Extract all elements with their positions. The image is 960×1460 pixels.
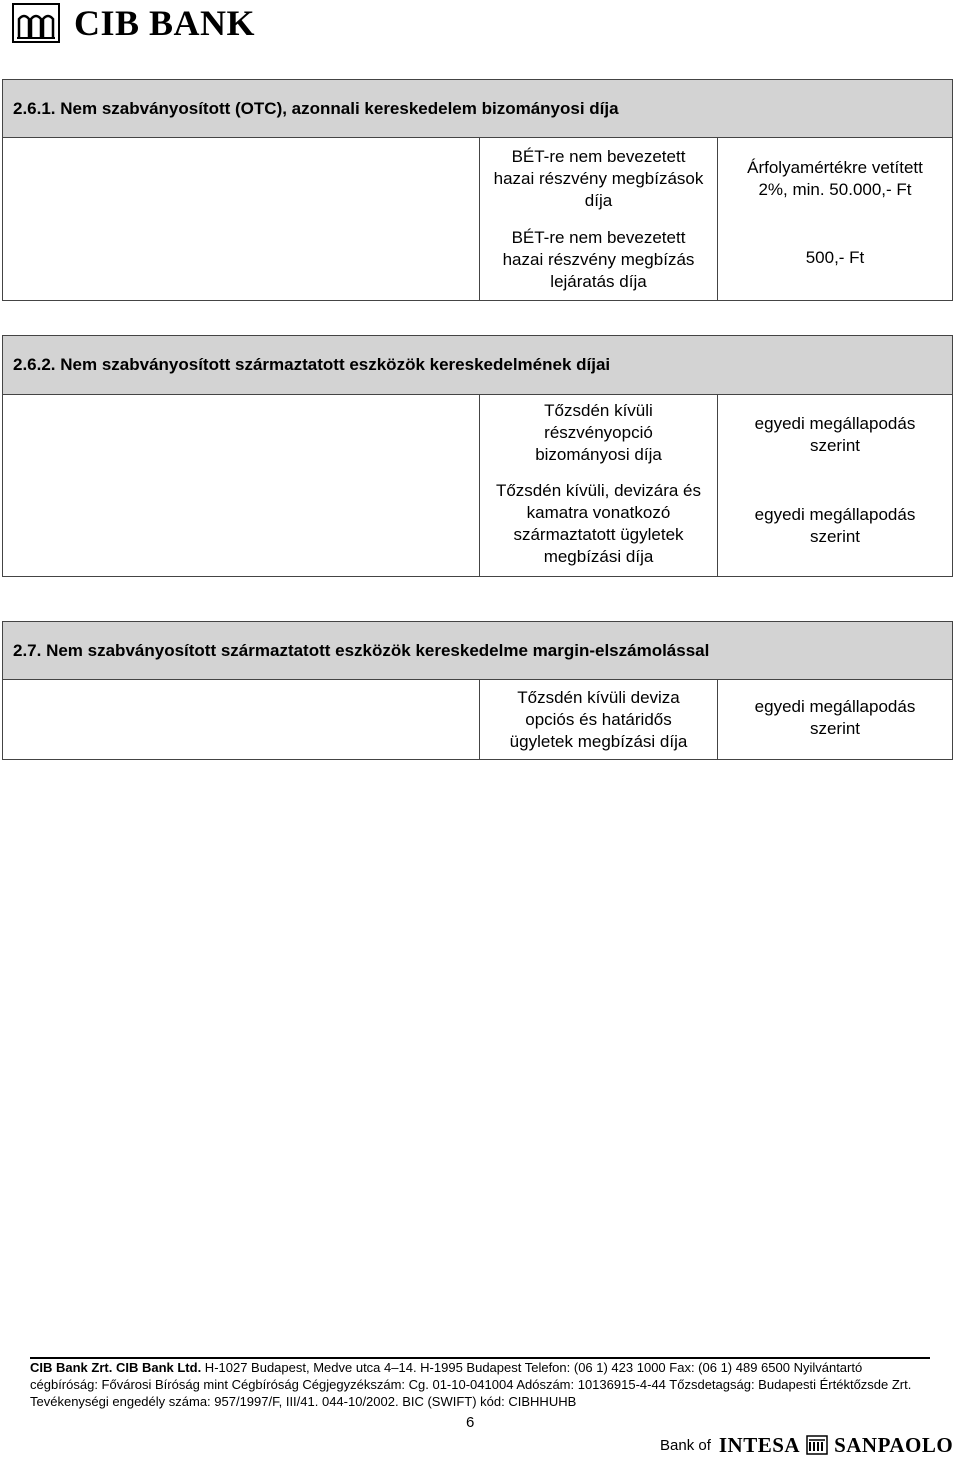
fee-value: egyedi megállapodás szerint [754,697,916,738]
service-column [480,395,718,576]
empty-column [3,138,480,300]
service-column [480,680,718,759]
fee-table [2,395,953,577]
footer-line-3: Tevékenységi engedély száma: 957/1997/F, III/41. 044-10/2002. BIC (SWIFT) kód: CIBHHUHB [30,1394,577,1409]
fee-table [2,680,953,760]
section-title: 2.6.1. Nem szabványosított (OTC), azonnali kereskedelem bizományosi díja [2,79,953,138]
fee-value: egyedi megállapodás szerint [754,504,916,546]
service-name: Tőzsdén kívüli deviza opciós és határidős ügyletek megbízási díja [509,687,688,751]
section-2-6-1 [2,79,953,301]
fee-column [718,680,952,759]
bank-building-icon [12,3,60,43]
fee-value: egyedi megállapodás szerint [754,414,916,455]
intesa-label: INTESA [718,1432,801,1457]
cib-bank-logo [12,0,255,46]
service-column [480,138,718,300]
service-name: Tőzsdén kívüli részvényopció bizományosi díja [535,401,662,464]
section-2-7 [2,621,953,760]
service-name: Tőzsdén kívüli, devizára és kamatra vonatkozó származtatott ügyletek megbízási díja [495,480,702,566]
sanpaolo-emblem-icon [806,1435,828,1455]
footer-line-2: cégbíróság: Fővárosi Bíróság mint Cégbíróság Cégjegyzékszám: Cg. 01-10-041004 Adószám: 10136915-4-44 Tőzsdetagság: Budapesti Értéktőzsde Zrt. [30,1377,912,1392]
fee-value: 500,- Ft [805,248,865,267]
fee-value: Árfolyamértékre vetített 2%, min. 50.000,- Ft [747,158,923,199]
intesa-sanpaolo-logo [660,1432,953,1458]
fee-column [718,138,952,300]
service-name: BÉT-re nem bevezetett hazai részvény megbízás lejáratás díja [502,228,695,291]
section-2-6-2 [2,335,953,577]
section-title: 2.6.2. Nem szabványosított származtatott eszközök kereskedelmének díjai [2,335,953,395]
sanpaolo-label: SANPAOLO [834,1432,954,1457]
bank-name: CIB BANK [74,3,256,43]
section-title: 2.7. Nem szabványosított származtatott eszközök kereskedelme margin-elszámolással [2,621,953,680]
page-number: 6 [466,1414,475,1431]
footer-address: H-1027 Budapest, Medve utca 4–14. H-1995 Budapest Telefon: (06 1) 423 1000 Fax: (06 1) 489 6500 Nyilvántartó [201,1360,863,1375]
footer-company-name: CIB Bank Zrt. CIB Bank Ltd. [30,1360,202,1375]
fee-table [2,138,953,301]
empty-column [3,680,480,759]
bank-of-label: Bank of [660,1436,711,1454]
footer-line-1 [30,1359,960,1376]
service-name: BÉT-re nem bevezetett hazai részvény megbízások díja [493,147,704,210]
fee-column [718,395,952,576]
empty-column [3,395,480,576]
